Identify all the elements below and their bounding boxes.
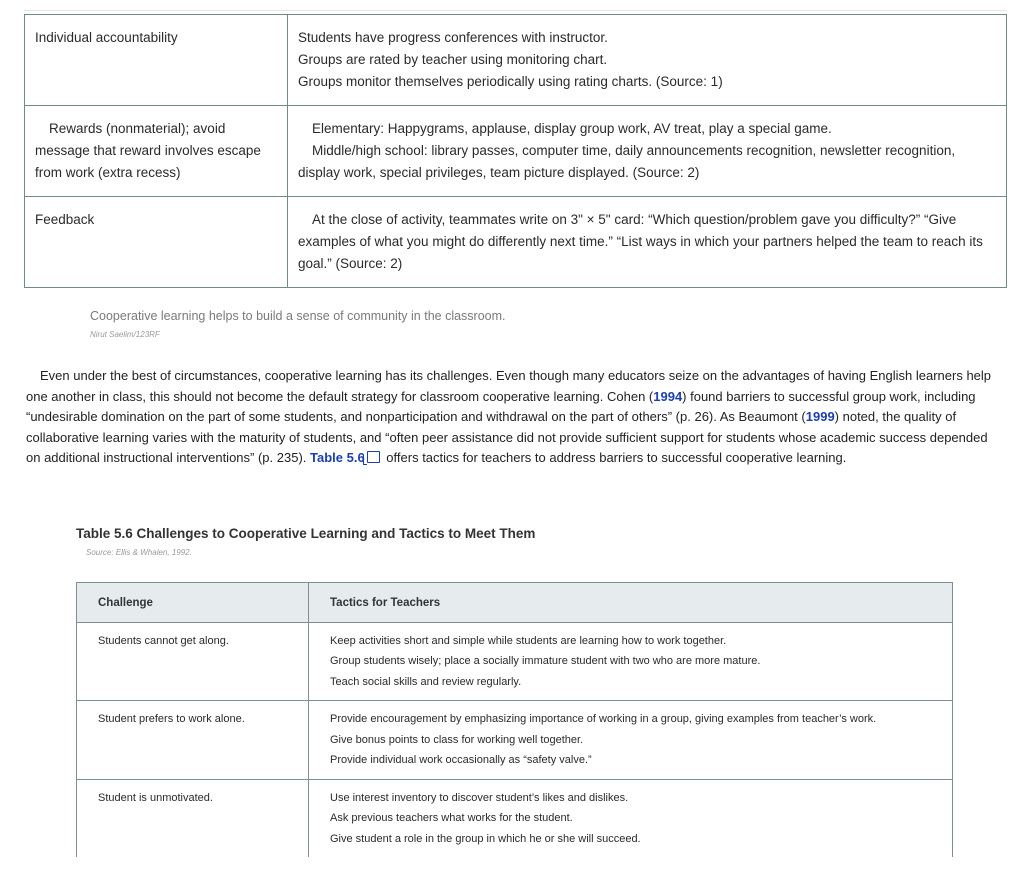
row-details: Elementary: Happygrams, applause, display group work, AV treat, play a special game. Middle/high school: library passes, computer time, daily announcements recognition, newsletter recognition, display work, special privileges, team picture displayed. (Source: 2) <box>288 106 1007 197</box>
body-paragraph: Even under the best of circumstances, cooperative learning has its challenges. Even though many educators seize on the advantages of having English learners help one another in class, this should not become the default strategy for classroom cooperative learning. Cohen (1994) found barriers to successful group work, including “undesirable domination on the part of some students, and nonparticipation and withdrawal on the part of others” (p. 26). As Beaumont (1999) noted, the quality of collaborative learning varies with the maturity of students, and “often peer assistance did not provide sufficient support for students whose academic success depended on additional instructional interventions” (p. 235). Table 5.6 offers tactics for teachers to address barriers to successful cooperative learning. <box>26 368 992 465</box>
row-details: At the close of activity, teammates write on 3" × 5" card: “Which question/problem gave you difficulty?” “Give examples of what you might do differently next time.” “List ways in which your partners helped the team to reach its goal.” (Source: 2) <box>288 197 1007 288</box>
tactics-cell: Use interest inventory to discover student’s likes and dislikes. Ask previous teachers what works for the student. Give student a role in the group in which he or she will succeed. <box>309 779 953 857</box>
citation-link-1999[interactable]: 1999 <box>805 409 835 424</box>
tactics-cell: Keep activities short and simple while students are learning how to work together. Group students wisely; place a socially immature student with two who are more mature. Teach social skills and review regularly. <box>309 622 953 701</box>
row-label: Rewards (nonmaterial); avoid message that reward involves escape from work (extra recess) <box>25 106 288 197</box>
row-label: Individual accountability <box>25 15 288 106</box>
figure-caption: Cooperative learning helps to build a sense of community in the classroom. <box>90 309 506 323</box>
challenge-cell: Student prefers to work alone. <box>77 701 309 780</box>
table-5-6-link[interactable]: Table 5.6 <box>310 450 365 465</box>
row-details: Students have progress conferences with instructor. Groups are rated by teacher using monitoring chart. Groups monitor themselves periodically using rating charts. (Source: 1) <box>288 15 1007 106</box>
table-header-row <box>77 583 953 623</box>
table-row <box>25 15 1007 106</box>
table-row <box>25 197 1007 288</box>
table-row <box>25 106 1007 197</box>
table-row <box>77 622 953 701</box>
page-top-rule <box>24 0 1007 11</box>
challenge-cell: Students cannot get along. <box>77 622 309 701</box>
figure-credit: Nirut Saelim/123RF <box>90 330 160 339</box>
citation-link-1994[interactable]: 1994 <box>653 388 683 404</box>
header-challenge: Challenge <box>77 583 309 623</box>
open-table-icon[interactable] <box>367 451 380 463</box>
challenges-table <box>76 582 953 857</box>
table-row <box>77 779 953 857</box>
row-label: Feedback <box>25 197 288 288</box>
cooperative-elements-table <box>24 14 1007 288</box>
table-source: Source: Ellis & Whalen, 1992. <box>86 548 192 557</box>
tactics-cell: Provide encouragement by emphasizing importance of working in a group, giving examples from teacher’s work. Give bonus points to class for working well together. Provide individual work occasionally as “safety valve.” <box>309 701 953 780</box>
header-tactics: Tactics for Teachers <box>309 583 953 623</box>
table-row <box>77 701 953 780</box>
challenge-cell: Student is unmotivated. <box>77 779 309 857</box>
table-title: Table 5.6 Challenges to Cooperative Learning and Tactics to Meet Them <box>76 526 536 541</box>
